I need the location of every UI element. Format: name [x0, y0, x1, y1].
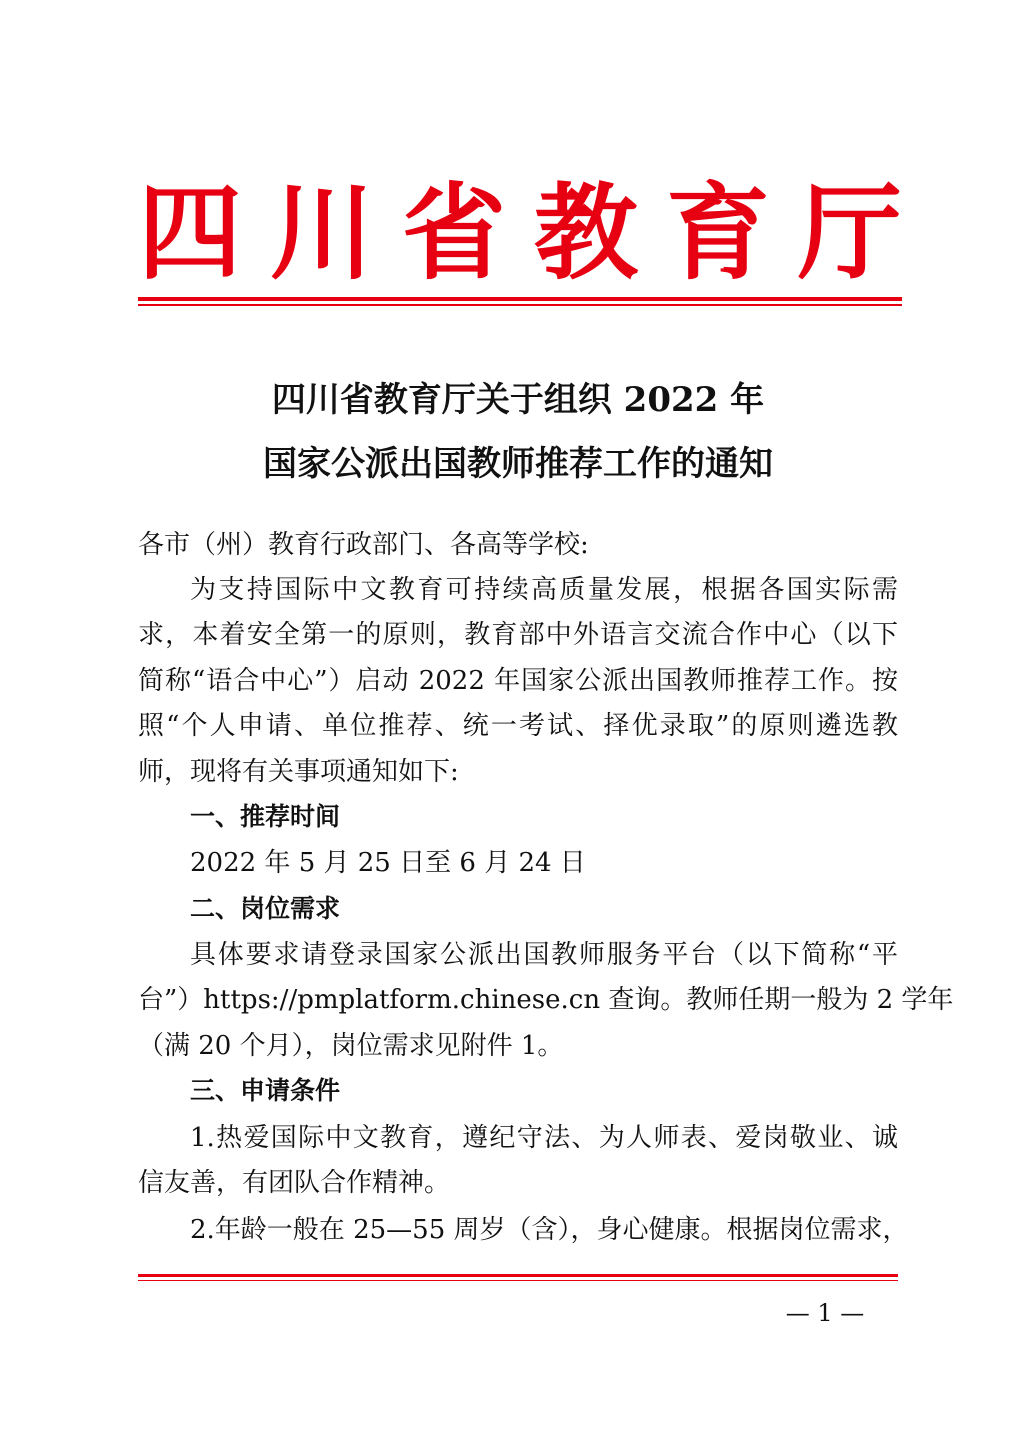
paragraph-line: （满 20 个月），岗位需求见附件 1。 [138, 1031, 564, 1061]
letterhead-char: 四 [138, 171, 243, 294]
letterhead-char: 川 [269, 171, 374, 294]
salutation: 各市（州）教育行政部门、各高等学校: [138, 530, 589, 560]
letterhead-title [138, 170, 902, 295]
document-title-line-1: 四川省教育厅关于组织 2022 年 [271, 380, 765, 420]
paragraph-line: 照“个人申请、单位推荐、统一考试、择优录取”的原则遴选教 [138, 711, 898, 741]
paragraph-line: 求，本着安全第一的原则，教育部中外语言交流合作中心（以下 [138, 620, 898, 650]
paragraph-line: 信友善，有团队合作精神。 [138, 1168, 451, 1198]
letterhead-divider-thin [138, 304, 902, 306]
section-heading-1: 一、推荐时间 [190, 802, 341, 831]
paragraph-line: 2.年龄一般在 25—55 周岁（含），身心健康。根据岗位需求， [190, 1215, 909, 1245]
paragraph-line: 台”）https://pmplatform.chinese.cn 查询。教师任期一般为 2 学年 [138, 985, 954, 1015]
footer-divider-thick [138, 1274, 898, 1277]
footer-divider-thin [138, 1280, 898, 1281]
letterhead-char: 育 [665, 171, 770, 294]
paragraph-line: 为支持国际中文教育可持续高质量发展，根据各国实际需 [190, 575, 898, 605]
letterhead-char: 厅 [797, 171, 902, 294]
paragraph-line: 具体要求请登录国家公派出国教师服务平台（以下简称“平 [190, 940, 898, 970]
paragraph-line: 师，现将有关事项通知如下: [138, 757, 459, 787]
section-1-text: 2022 年 5 月 25 日至 6 月 24 日 [190, 848, 586, 878]
letterhead-char: 教 [533, 171, 638, 294]
section-heading-2: 二、岗位需求 [190, 894, 341, 923]
page-number: — 1 — [785, 1299, 865, 1327]
letterhead-char: 省 [401, 171, 506, 294]
section-heading-3: 三、申请条件 [190, 1076, 341, 1105]
paragraph-line: 简称“语合中心”）启动 2022 年国家公派出国教师推荐工作。按 [138, 666, 898, 696]
document-title-line-2: 国家公派出国教师推荐工作的通知 [263, 444, 773, 484]
paragraph-line: 1.热爱国际中文教育，遵纪守法、为人师表、爱岗敬业、诚 [190, 1123, 898, 1153]
letterhead-divider-thick [138, 297, 902, 301]
